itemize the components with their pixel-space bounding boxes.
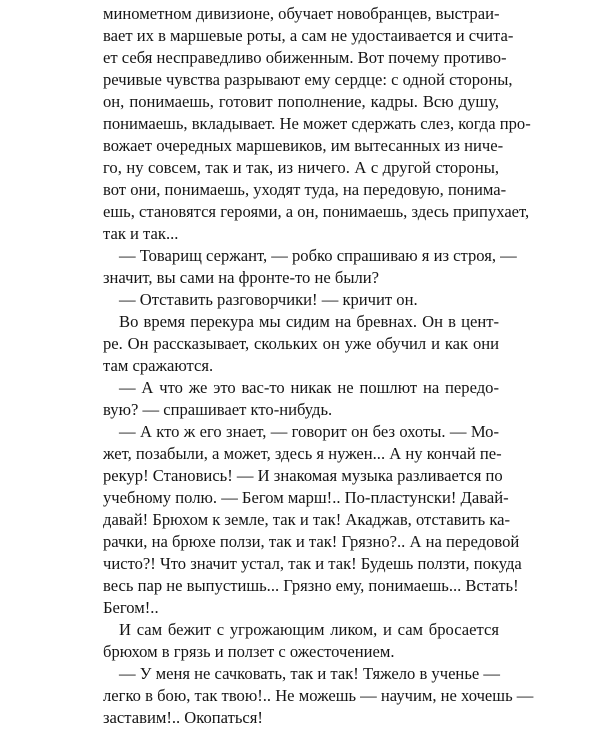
text-line: там сражаются. (103, 356, 214, 375)
text-line: так и так... (103, 224, 179, 243)
text-line: легко в бою, так твою!.. Не можешь — научим, не хочешь — (103, 686, 534, 705)
text-line: ешь, становятся героями, а он, понимаешь, здесь припухает, (103, 202, 530, 221)
text-line: — Отставить разговорчики! — кричит он. (119, 290, 418, 309)
text-line: чисто?! Что значит устал, так и так! Будешь ползти, покуда (103, 554, 522, 573)
text-line: вот они, понимаешь, уходят туда, на передовую, понима- (103, 180, 507, 199)
text-line: он, понимаешь, готовит пополнение, кадры. Всю душу, (103, 92, 499, 111)
text-line: давай! Брюхом к земле, так и так! Акаджав, отставить ка- (103, 510, 511, 529)
text-line: ет себя несправедливо обиженным. Вот почему противо- (103, 48, 507, 67)
text-line: значит, вы сами на фронте-то не были? (103, 268, 380, 287)
text-line: — А кто ж его знает, — говорит он без охоты. — Мо- (119, 422, 499, 441)
text-line: речивые чувства разрывают ему сердце: с одной стороны, (103, 70, 513, 89)
text-line: го, ну совсем, так и так, из ничего. А с другой стороны, (103, 158, 499, 177)
text-line: жет, позабыли, а может, здесь я нужен... А ну кончай пе- (103, 444, 502, 463)
text-line: брюхом в грязь и ползет с ожесточением. (103, 642, 395, 661)
text-line: рачки, на брюхе ползи, так и так! Грязно?.. А на передовой (103, 532, 520, 551)
text-line: Бегом!.. (103, 598, 159, 617)
text-line: Во время перекура мы сидим на бревнах. Он в цент- (119, 312, 499, 331)
text-line: понимаешь, вкладывает. Не может сдержать слез, когда про- (103, 114, 531, 133)
text-line: рекур! Становись! — И знакомая музыка разливается по (103, 466, 503, 485)
text-line: И сам бежит с угрожающим ликом, и сам бросается (119, 620, 499, 639)
text-line: вожает очередных маршевиков, им вытесанных из ниче- (103, 136, 504, 155)
text-line: учебному полю. — Бегом марш!.. По-пластунски! Давай- (103, 488, 509, 507)
text-line: ре. Он рассказывает, скольких он уже обучил и как они (103, 334, 499, 353)
text-line: — Товарищ сержант, — робко спрашиваю я из строя, — (119, 246, 517, 265)
text-line: — У меня не сачковать, так и так! Тяжело в ученье — (119, 664, 500, 683)
text-line: вает их в маршевые роты, а сам не удостаивается и счита- (103, 26, 514, 45)
text-line: минометном дивизионе, обучает новобранцев, выстраи- (103, 4, 500, 23)
text-line: — А что же это вас-то никак не пошлют на передо- (119, 378, 499, 397)
text-line: заставим!.. Окопаться! (103, 708, 263, 727)
text-line: весь пар не выпустишь... Грязно ему, понимаешь... Встать! (103, 576, 519, 595)
text-line: вую? — спрашивает кто-нибудь. (103, 400, 333, 419)
